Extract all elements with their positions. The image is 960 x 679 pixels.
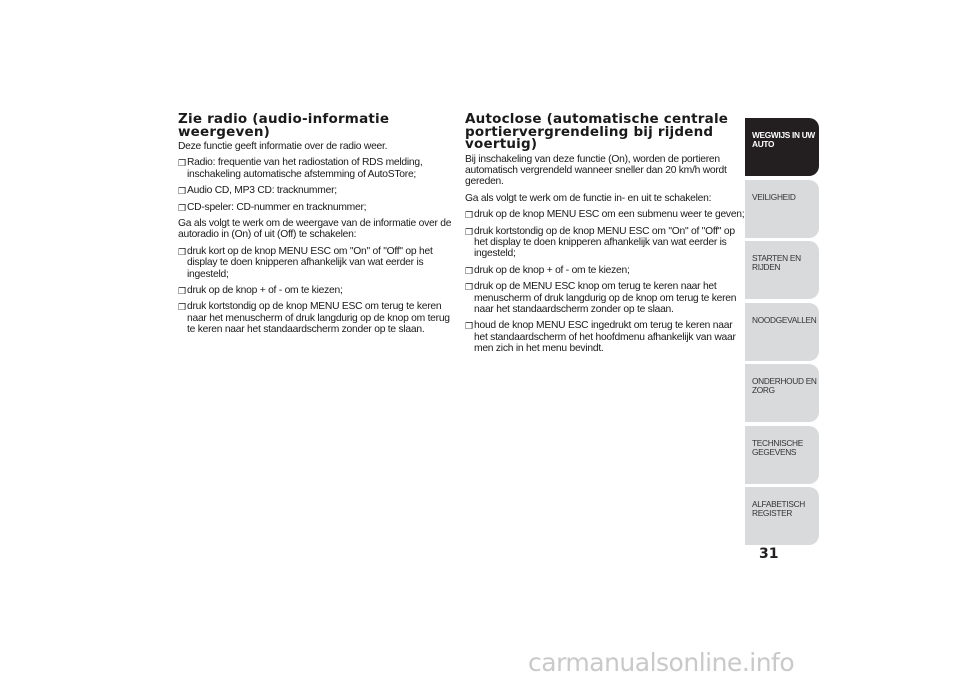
list-item [465, 320, 747, 354]
checkbox-bullet-icon: ❒ [465, 226, 473, 237]
tab-noodgevallen[interactable]: NOODGEVALLEN [745, 303, 819, 361]
intro-paragraph: Bij inschakeling van deze functie (On), worden de portieren automatisch vergrendeld wanneer sneller dan 20 km/h wordt gereden. [465, 153, 727, 188]
intro-paragraph: Deze functie geeft informatie over de radio weer. [178, 141, 388, 152]
list-item-text: CD-speler: CD-nummer en tracknummer; [187, 201, 367, 213]
list-item [178, 202, 460, 213]
list-item [178, 301, 460, 335]
tab-technische-gegevens[interactable]: TECHNISCHE GEGEVENS [745, 426, 819, 484]
chapter-tabs [745, 118, 819, 549]
left-column [178, 113, 460, 341]
list-item-text: Radio: frequentie van het radiostation of RDS melding, inschakeling automatische afstemming of AutoSTore; [187, 157, 423, 180]
list-item [465, 265, 747, 276]
list-item-text: druk op de knop + of - om te kiezen; [187, 285, 343, 297]
list-item-text: houd de knop MENU ESC ingedrukt om terug te keren naar het standaardscherm of het hoofdmenu afhankelijk van waar men zich in het menu bevindt. [474, 320, 736, 355]
list-item-text: druk op de MENU ESC knop om terug te keren naar het menuscherm of druk langdurig op de knop om terug te keren naar het standaardscherm zonder op te slaan. [474, 281, 737, 315]
checkbox-bullet-icon: ❒ [178, 202, 186, 213]
checkbox-bullet-icon: ❒ [178, 286, 186, 297]
checkbox-bullet-icon: ❒ [465, 282, 473, 293]
checkbox-bullet-icon: ❒ [178, 186, 186, 197]
list-item [178, 285, 460, 296]
instruction-paragraph: Ga als volgt te werk om de weergave van de informatie over de autoradio in (On) of uit (Off) te schakelen: [178, 218, 452, 241]
list-item [178, 185, 460, 196]
tab-veiligheid[interactable]: VEILIGHEID [745, 180, 819, 238]
instruction-paragraph: Ga als volgt te werk om de functie in- en uit te schakelen: [465, 192, 712, 204]
section-heading-autoclose: Autoclose (automatische centrale portiervergrendeling bij rijdend voertuig) [465, 111, 729, 152]
tab-wegwijs-in-uw-auto[interactable]: WEGWIJS IN UW AUTO [745, 118, 819, 176]
list-item-text: druk kortstondig op de knop MENU ESC om "On" of "Off" op het display te doen knipperen afhankelijk van wat eerder is ingesteld; [474, 225, 735, 260]
list-item-text: druk op de knop + of - om te kiezen; [474, 264, 630, 276]
list-item [465, 226, 747, 260]
checkbox-bullet-icon: ❒ [465, 321, 473, 332]
list-item [178, 157, 460, 180]
list-item [178, 246, 460, 280]
checkbox-bullet-icon: ❒ [465, 210, 473, 221]
tab-alfabetisch-register[interactable]: ALFABETISCH REGISTER [745, 487, 819, 545]
checkbox-bullet-icon: ❒ [178, 302, 186, 313]
list-item [465, 281, 747, 315]
watermark: carmanualsonline.info [528, 648, 795, 677]
right-column [465, 113, 747, 360]
tab-onderhoud-en-zorg[interactable]: ONDERHOUD EN ZORG [745, 364, 819, 422]
list-item-text: druk kortstondig op de knop MENU ESC om terug te keren naar het menuscherm of druk langdurig op de knop om terug te keren naar het standaardscherm zonder op te slaan. [187, 301, 450, 336]
checkbox-bullet-icon: ❒ [178, 246, 186, 257]
checkbox-bullet-icon: ❒ [465, 265, 473, 276]
tab-starten-en-rijden[interactable]: STARTEN EN RIJDEN [745, 241, 819, 299]
list-item [465, 209, 747, 220]
section-heading-zie-radio: Zie radio (audio-informatie weergeven) [178, 111, 390, 140]
list-item-text: druk op de knop MENU ESC om een submenu weer te geven; [474, 209, 745, 221]
checkbox-bullet-icon: ❒ [178, 158, 186, 169]
list-item-text: Audio CD, MP3 CD: tracknummer; [187, 185, 337, 197]
list-item-text: druk kort op de knop MENU ESC om "On" of "Off" op het display te doen knipperen afhankelijk van wat eerder is ingesteld; [187, 245, 433, 280]
page-number: 31 [759, 546, 779, 562]
